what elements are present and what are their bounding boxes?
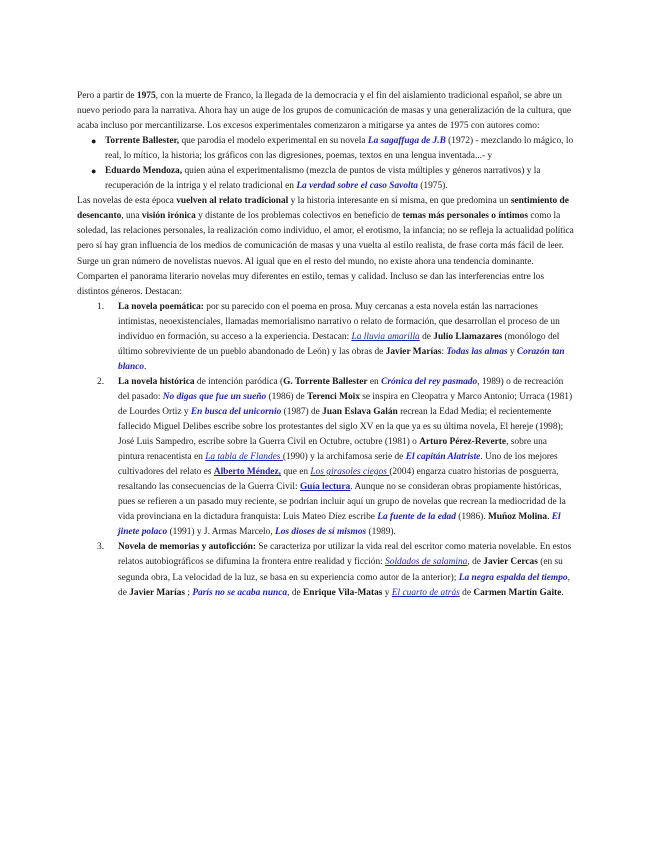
bold-text: temas más personales o íntimos <box>402 211 529 222</box>
bold-text: Carmen Martín Gaite <box>473 587 562 598</box>
text-run: . Uno de los mejores cultivadores del relato es <box>118 452 558 478</box>
numbered-item <box>77 375 574 541</box>
title-link[interactable]: Alberto Méndez, <box>213 467 281 478</box>
title-link[interactable]: Guía lectura <box>299 482 351 493</box>
title-link[interactable]: El jinete polaco <box>118 512 561 538</box>
title-link[interactable]: La fuente de la edad <box>377 512 456 523</box>
title-link[interactable]: Crónica del rey pasmado <box>381 376 478 387</box>
text-run: , de <box>467 557 484 568</box>
title-link[interactable]: No digas que fue un sueño <box>162 391 267 402</box>
text-run: , de <box>118 572 570 598</box>
text-run: (1987) de <box>281 406 323 417</box>
title-link[interactable]: La tabla de Flandes <box>205 452 283 463</box>
text-run: , con la muerte de Franco, la llegada de la democracia y el fin del aislamiento tradicional español, se abre un nuevo periodo para la narrativa. Ahora hay un auge de los grupos de comunicación de masas y una generalización de la cultura, que acaba incluso por mercantilizarse. Los excesos experimentales comenzaron a mitigarse ya antes de 1975 con autores como: <box>77 91 572 132</box>
text-run: (2004) engarza cuatro historias de posguerra, resaltando las consecuencias de la Guerra Civil: <box>118 467 559 493</box>
text-run: que en <box>280 467 311 478</box>
text-run: (1972) - mezclando lo mágico, lo real, lo mítico, la historia; los gráficos con las digresiones, poemas, textos en una lengua inventada...- y <box>105 136 574 162</box>
bold-text: Torrente Ballester, <box>105 136 182 147</box>
text-run: por su parecido con el poema en prosa. Muy cercanas a esta novela están las narraciones intimistas, neoexistenciales, llamadas memorialismo narrativo o relato de formación, que desarrollan el proceso de un individuo en formación, su acceso a la experiencia. Destacan: <box>118 301 560 342</box>
bold-text: Terenci Moix <box>307 391 360 402</box>
numbered-item <box>77 300 574 375</box>
text-run: , una <box>121 211 142 222</box>
text-run: y distante de los problemas colectivos en beneficio de <box>195 211 403 222</box>
title-link[interactable]: La sagaffuga de J.B <box>367 136 446 147</box>
numbered-item <box>77 540 574 600</box>
text-run: y <box>382 587 392 598</box>
text-run: . <box>144 361 147 372</box>
bullet-icon: ● <box>91 166 97 177</box>
title-link[interactable]: Todas las almas <box>446 346 508 357</box>
bold-text: Eduardo Mendoza, <box>105 166 183 177</box>
text-run: ; <box>185 587 193 598</box>
text-run: y <box>507 346 517 357</box>
numbered-list <box>77 300 574 601</box>
item-number: 2. <box>97 376 105 387</box>
text-run: quien aúna el experimentalismo (mezcla de puntos de vista múltiples y géneros narrativos) y la recuperación de la intriga y el relato tradicional en <box>105 166 541 192</box>
title-link[interactable]: La verdad sobre el caso Savolta <box>296 181 418 192</box>
bold-text: La novela histórica <box>118 376 195 387</box>
text-run: (1986). <box>455 512 488 523</box>
text-run: , de <box>287 587 304 598</box>
bold-text: Juan Eslava Galán <box>322 406 398 417</box>
bold-text: Javier Marías <box>129 587 186 598</box>
text-run: de <box>459 587 474 598</box>
bold-text: 1975 <box>136 91 156 101</box>
item-number: 1. <box>97 301 105 312</box>
text-run: como la soledad, las relaciones personales, la realización como individuo, el amor, el erotismo, la infancia; no se refleja la actualidad política pero sí hay gran influencia de los medios de comunicación de masas y una vuelta al estilo realista, de frase corta más fácil de leer. Surge un gran número de novelistas nuevos. Al igual que en el resto del mundo, no existe ahora una tendencia dominante. Comparten el panorama literario novelas muy diferentes en estilo, temas y calidad. Incluso se dan las interferencias entre los distintos géneros. Destacan: <box>77 211 574 297</box>
bold-text: Novela de memorias y autoficción: <box>118 542 256 553</box>
text-run: de <box>419 331 434 342</box>
bold-text: Muñoz Molina <box>487 512 548 523</box>
text-run: Se caracteriza por utilizar la vida real del escritor como materia novelable. En estos relatos autobiográficos se difumina la frontera entre realidad y ficción: <box>118 542 572 568</box>
text-run: , sobre una pintura renacentista en <box>118 437 547 463</box>
text-run: . <box>561 587 564 598</box>
bold-text: vuelven al relato tradicional <box>176 196 289 207</box>
text-run: en <box>367 376 382 387</box>
document-body <box>77 89 574 601</box>
bullet-item <box>77 134 574 164</box>
title-link[interactable]: Corazón tan blanco <box>118 346 565 372</box>
bold-text: Julio Llamazares <box>433 331 503 342</box>
title-link[interactable]: El cuarto de atrás <box>391 587 460 598</box>
text-run: (1975). <box>417 181 448 192</box>
text-run: (1990) y la archifamosa serie de <box>282 452 406 463</box>
text-run: (1986) de <box>266 391 308 402</box>
item-number: 3. <box>97 542 105 553</box>
bold-text: visión irónica <box>141 211 196 222</box>
middle-paragraph <box>77 194 574 299</box>
text-run: Pero a partir de <box>77 91 137 101</box>
bold-text: G. Torrente Ballester <box>283 376 368 387</box>
text-run: recrean la Edad Media; el recientemente fallecido Miguel Delibes escribe sobre los protestantes del siglo XV en la que ya es su última novela, El hereje (1998); José Luis Sampedro, escribe sobre la Guerra Civil en Octubre, octubre (1981) o <box>118 406 564 448</box>
text-run: Las novelas de esta época <box>77 196 177 207</box>
title-link[interactable]: París no se acaba nunca <box>192 587 288 598</box>
text-run: (1991) y J. Armas Marcelo, <box>167 527 276 538</box>
bold-text: Javier Cercas <box>483 557 538 568</box>
intro-paragraph <box>77 89 574 134</box>
bold-text: Javier Marías <box>385 346 442 357</box>
text-run: se inspira en Cleopatra y Marco Antonio; Urraca (1981) de Lourdes Ortiz y <box>118 391 573 417</box>
title-link[interactable]: En busca del unicornio <box>190 406 282 417</box>
bullet-item <box>77 164 574 194</box>
title-link[interactable]: La negra espalda del tiempo <box>458 572 568 583</box>
bullet-list <box>77 134 574 194</box>
text-run: (1989). <box>366 527 396 538</box>
title-link[interactable]: Soldados de salamina <box>385 557 468 568</box>
bullet-icon: ● <box>91 136 97 147</box>
text-run: , 1989) o de recreación del pasado: <box>118 376 564 402</box>
bold-text: Enrique Vila-Matas <box>303 587 383 598</box>
text-run: y la historia interesante en sí misma, en que predomina un <box>288 196 511 207</box>
text-run: . Aunque no se consideran obras propiamente históricas, pues se refieren a un pasado muy reciente, se podrían incluir aquí un grupo de novelas que recrean la mediocridad de la vida provinciana en la dictadura franquista: Luis Mateo Díez escribe <box>118 482 566 523</box>
title-link[interactable]: Los dioses de sí mismos <box>275 527 367 538</box>
bold-text: Arturo Pérez-Reverte <box>419 437 507 448</box>
title-link[interactable]: El capitán Alatriste <box>405 452 481 463</box>
text-run: que parodia el modelo experimental en su novela <box>181 136 368 147</box>
text-run: de intención paródica ( <box>194 376 284 387</box>
text-run: . <box>547 512 552 523</box>
title-link[interactable]: Los girasoles ciegos <box>310 467 390 478</box>
bold-text: sentimiento de desencanto <box>77 196 569 222</box>
title-link[interactable]: La lluvia amarilla <box>351 331 420 342</box>
text-run: : <box>441 346 447 357</box>
text-run: (en su segunda obra, La velocidad de la luz, se basa en su experiencia como autor de la anterior); <box>118 557 563 583</box>
bold-text: La novela poemática: <box>118 301 204 312</box>
text-run: (monólogo del último sobreviviente de un pueblo abandonado de León) y las obras de <box>118 331 560 357</box>
